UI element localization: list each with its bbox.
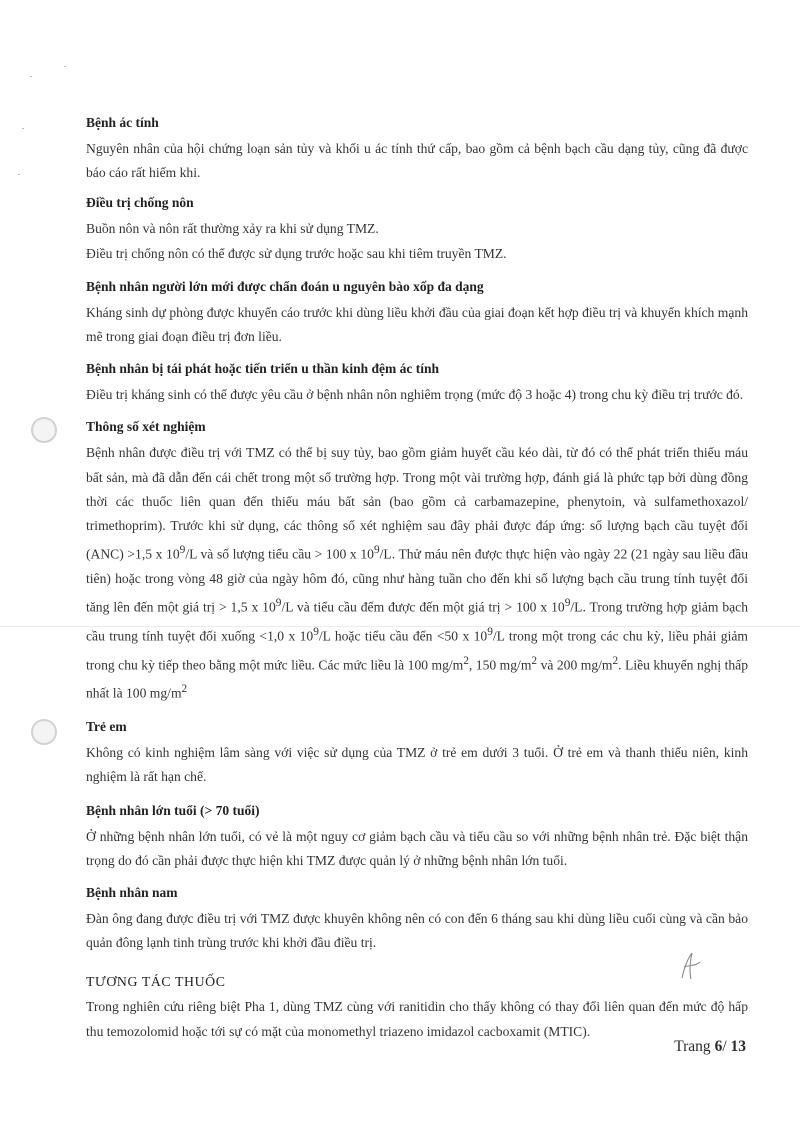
text-run: Bệnh nhân được điều trị với TMZ có thể bị suy tủy, bao gồm giảm huyết cầu kéo dài, từ đó có thể phát triển thiếu máu bất sản, mà đã dẫn đến cái chết trong một số trường hợp. Trong một vài trường hợp, đánh giá là phức tạp bởi dùng đồng thời các thuốc liên quan đến thiếu máu bất sản (bao gồm cả carbamazepine, phenytoin, và sulfamethoxazol/ trimethoprim). Trước khi sử dụng, các thông số xét nghiệm sau đây phải được đáp ứng: số lượng bạch cầu tuyệt đối (ANC) >1,5 x 10 <box>86 445 748 562</box>
superscript: 9 <box>313 625 319 638</box>
text-run: /L. Trong trường hợp giảm bạch cầu trung tính tuyệt đối xuống <1,0 x 10 <box>86 599 749 644</box>
section-heading: Bệnh nhân lớn tuổi (> 70 tuổi) <box>86 802 260 818</box>
superscript: 2 <box>181 683 188 696</box>
section-paragraph: Kháng sinh dự phòng được khuyến cáo trước khi dùng liều khởi đầu của giai đoạn kết hợp điều trị và khuyến khích mạnh mẽ trong giai đoạn điều trị đơn liều. <box>86 304 748 345</box>
scan-speck <box>18 174 20 175</box>
superscript: 9 <box>373 544 380 557</box>
section-heading: Bệnh nhân nam <box>86 884 178 900</box>
section-paragraph <box>86 441 748 706</box>
punch-hole <box>31 417 57 443</box>
section-paragraph: Không có kinh nghiệm lâm sàng với việc sử dụng của TMZ ở trẻ em dưới 3 tuổi. Ở trẻ em và thanh thiếu niên, kinh nghiệm là rất hạn chế. <box>86 745 748 785</box>
superscript: 2 <box>612 654 619 667</box>
text-run: /L trong một trong các chu kỳ, liều phải giảm trong chu kỳ tiếp theo bằng một mức liều. Các mức liều là 100 mg/m <box>86 628 748 673</box>
section-drug-interactions <box>86 973 748 1043</box>
superscript: 9 <box>564 597 571 610</box>
section-heading: Bệnh nhân người lớn mới được chẩn đoán u nguyên bào xốp đa dạng <box>86 278 484 294</box>
section-heading: Bệnh ác tính <box>86 115 159 130</box>
section-paragraph: Trong nghiên cứu riêng biệt Pha 1, dùng TMZ cùng với ranitidin cho thấy không có thay đổi liên quan đến mức độ hấp thu temozolomid hoặc tới sự có mặt của monomethyl triazeno imidazol cacboxamit (MTIC). <box>86 999 748 1039</box>
text-run: và 200 mg/m <box>537 657 613 673</box>
section-heading: Điều trị chống nôn <box>86 195 194 211</box>
page-current: 6 <box>714 1038 723 1055</box>
section-paragraph: Đàn ông đang được điều trị với TMZ được khuyên không nên có con đến 6 tháng sau khi dùng liều cuối cùng và cần bảo quản đông lạnh tinh trùng trước khi khởi đầu điều trị. <box>86 910 748 951</box>
section-heading: Thông số xét nghiệm <box>86 419 206 435</box>
page-prefix: Trang <box>674 1038 715 1055</box>
section-elderly <box>86 802 748 873</box>
section-paragraph: Ở những bệnh nhân lớn tuổi, có vẻ là một nguy cơ giảm bạch cầu và tiểu cầu so với những bệnh nhân trẻ. Đặc biệt thận trọng do đó cần phải được thực hiện khi TMZ được quản lý ở những bệnh nhân lớn tuổi. <box>86 828 748 868</box>
section-paragraph: Buồn nôn và nôn rất thường xảy ra khi sử dụng TMZ. <box>86 221 379 237</box>
text-run: /L và số lượng tiểu cầu > 100 x 10 <box>185 546 374 562</box>
section-paragraph: Nguyên nhân của hội chứng loạn sản tủy và khối u ác tính thứ cấp, bao gồm cả bệnh bạch cầu dạng tủy, cũng đã được báo cáo rất hiếm khi. <box>86 141 748 181</box>
page-separator: / <box>722 1038 731 1055</box>
superscript: 9 <box>179 544 186 557</box>
section-new-glioblastoma <box>86 278 748 349</box>
section-antiemetic <box>86 194 748 265</box>
superscript: 2 <box>463 654 469 667</box>
section-paragraph: Điều trị chống nôn có thể được sử dụng trước hoặc sau khi tiêm truyền TMZ. <box>86 245 507 261</box>
section-male-patients <box>86 884 748 955</box>
punch-hole <box>31 719 57 745</box>
document-body <box>86 114 748 1044</box>
superscript: 9 <box>487 625 493 638</box>
scan-speck <box>22 128 24 129</box>
handwritten-initial-mark <box>678 950 704 982</box>
section-paragraph: Điều trị kháng sinh có thể được yêu cầu ở bệnh nhân nôn nghiêm trọng (mức độ 3 hoặc 4) trong chu kỳ điều trị trước đó. <box>86 387 744 403</box>
superscript: 2 <box>531 654 538 667</box>
major-heading: TƯƠNG TÁC THUỐC <box>86 974 226 990</box>
text-run: /L hoặc tiểu cầu đến <50 x 10 <box>318 628 488 644</box>
section-children <box>86 718 748 789</box>
superscript: 9 <box>275 597 282 610</box>
text-run: /L và tiểu cầu đếm được đến một giá trị > 100 x 10 <box>281 599 565 615</box>
page-number <box>674 1038 746 1056</box>
section-heading: Bệnh nhân bị tái phát hoặc tiến triển u thần kinh đệm ác tính <box>86 361 439 377</box>
section-lab-parameters <box>86 418 748 706</box>
section-heading: Trẻ em <box>86 719 127 735</box>
text-run: /L. Thử máu nên được thực hiện vào ngày 22 (21 ngày sau liều đầu tiên) hoặc trong vòng 48 giờ của ngày hôm đó, cũng như hàng tuần cho đến khi số lượng bạch cầu trung tính tuyệt đối tăng lên đến một giá trị > 1,5 x 10 <box>86 546 748 615</box>
section-malignancy <box>86 114 748 185</box>
text-run: , 150 mg/m <box>468 657 532 673</box>
scan-speck <box>30 76 32 77</box>
scan-speck <box>64 66 66 67</box>
text-run: . Liều khuyến nghị thấp nhất là 100 mg/m <box>86 657 748 701</box>
section-recurrent-glioma <box>86 360 748 407</box>
page-total: 13 <box>730 1038 746 1055</box>
